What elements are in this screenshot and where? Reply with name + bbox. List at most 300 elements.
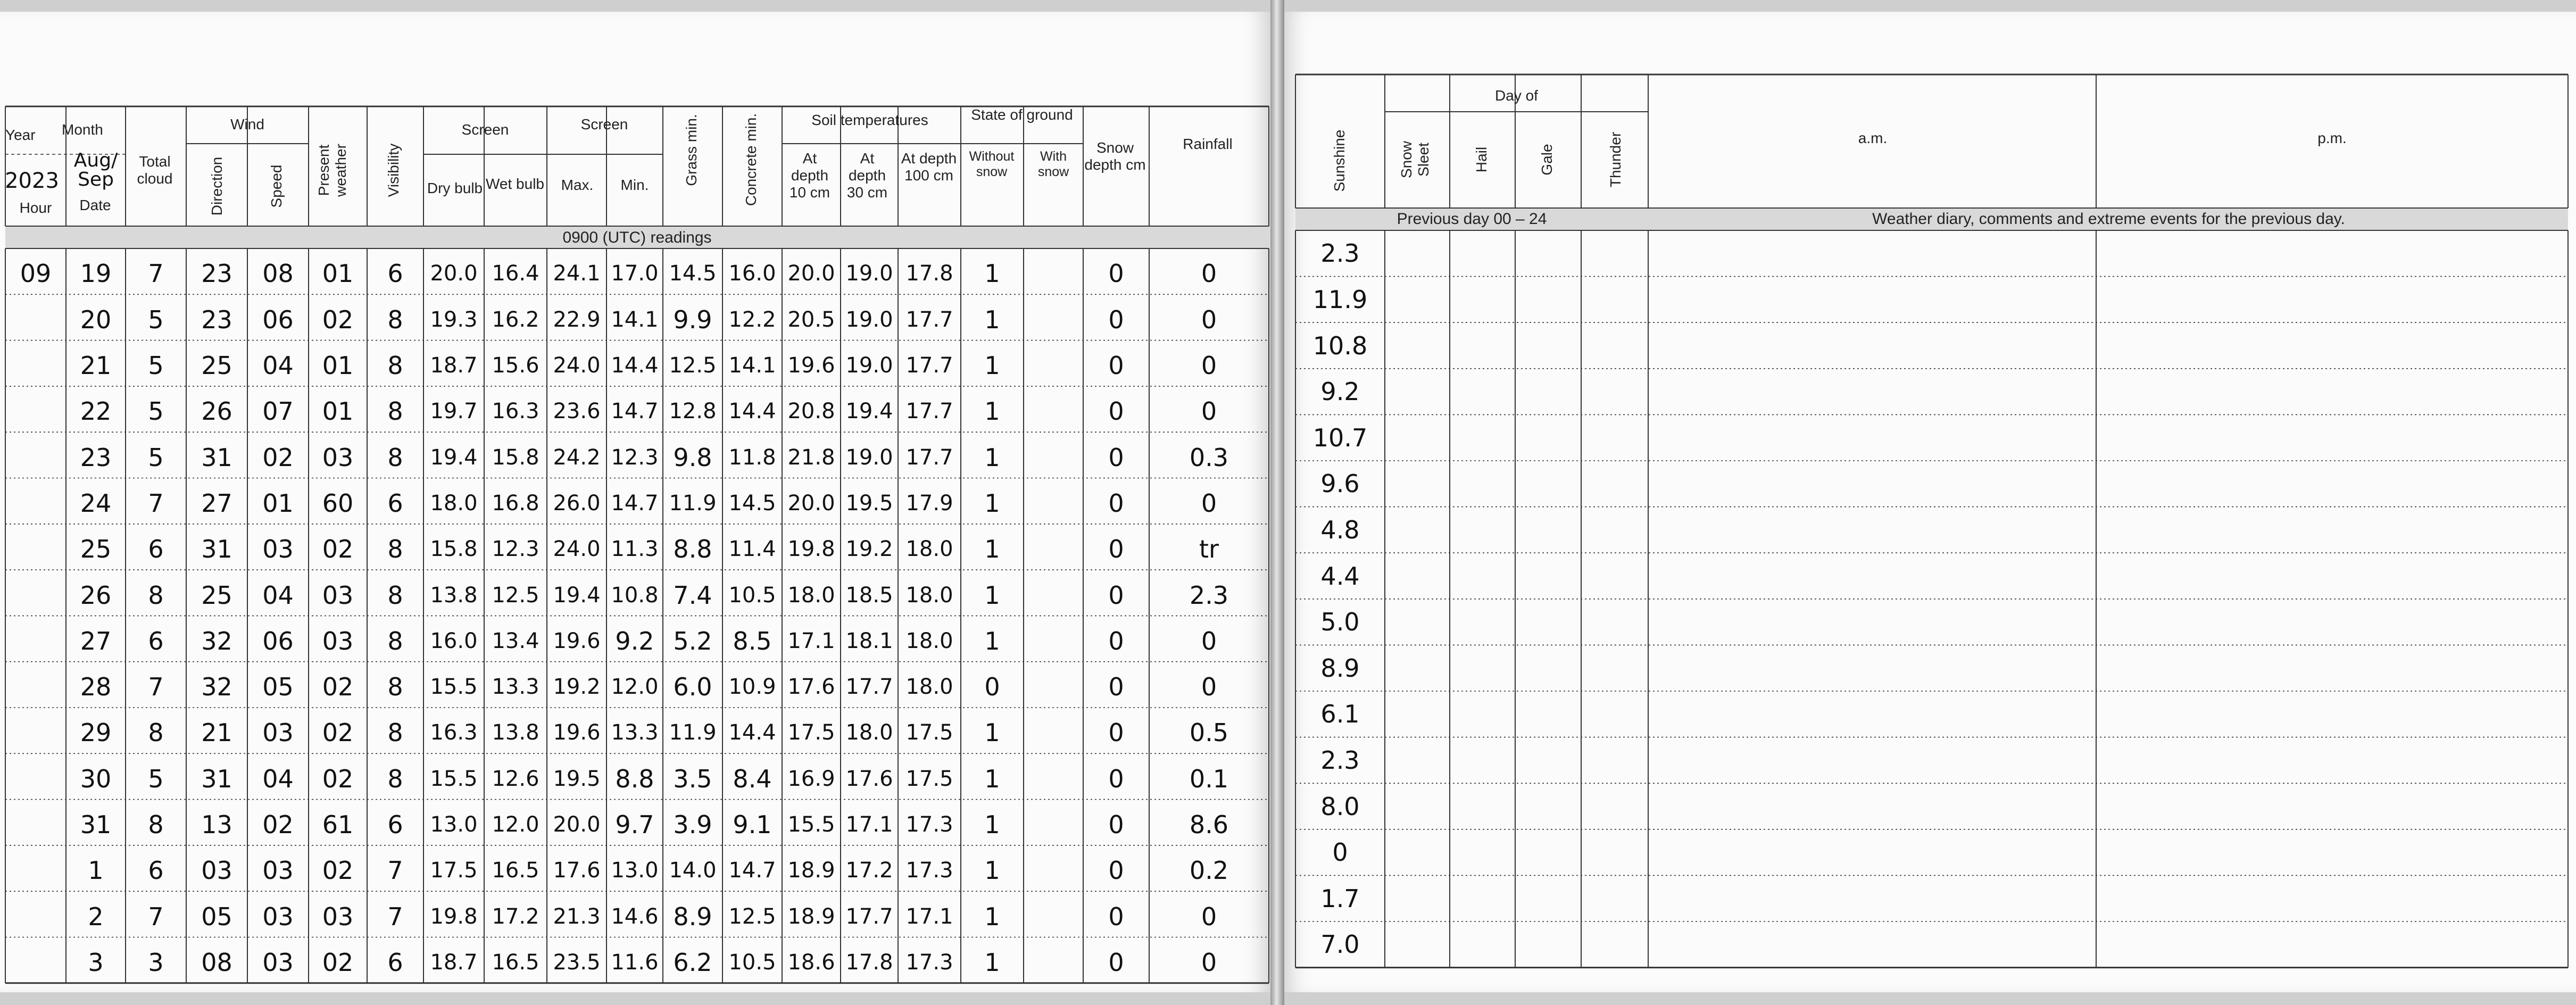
present-weather-value: 03 [322, 626, 354, 655]
screen-min-value: 9.2 [615, 626, 654, 655]
dry-bulb-value: 13.0 [430, 812, 478, 837]
header-thunder: Thunder [1607, 131, 1624, 188]
total-cloud-value: 5 [148, 443, 164, 472]
screen-max-value: 22.9 [553, 307, 601, 332]
visibility-value: 8 [387, 305, 403, 334]
snow-depth-value: 0 [1108, 902, 1124, 931]
visibility-value: 8 [387, 718, 403, 747]
date-value: 20 [80, 305, 112, 334]
rainfall-value: 0.5 [1189, 718, 1229, 747]
wind-direction-value: 08 [201, 948, 232, 977]
wind-speed-value: 02 [262, 810, 294, 840]
soil-10cm-value: 17.1 [787, 628, 835, 653]
total-cloud-value: 5 [148, 397, 164, 426]
header-sunshine: Sunshine [1331, 129, 1348, 192]
grass-min-value: 7.4 [673, 580, 712, 610]
screen-max-value: 19.5 [553, 766, 601, 791]
rainfall-value: 0 [1201, 948, 1217, 977]
screen-max-value: 23.5 [553, 950, 601, 975]
total-cloud-value: 8 [148, 580, 164, 610]
soil-100cm-value: 17.1 [905, 904, 953, 929]
ground-without-snow-value: 1 [984, 488, 1000, 518]
soil-10cm-value: 19.6 [787, 353, 835, 378]
soil-30cm-value: 18.1 [845, 628, 893, 653]
sunshine-value: 4.4 [1320, 561, 1360, 591]
dry-bulb-value: 15.5 [430, 675, 478, 700]
header-depth-10: At depth 10 cm [789, 150, 830, 201]
soil-10cm-value: 15.5 [787, 812, 835, 837]
ground-without-snow-value: 1 [984, 718, 1000, 747]
sunshine-value: 7.0 [1320, 930, 1360, 959]
rainfall-value: 0 [1201, 488, 1217, 518]
concrete-min-value: 10.5 [728, 950, 776, 975]
visibility-value: 6 [387, 948, 403, 977]
soil-100cm-value: 17.7 [905, 353, 953, 378]
screen-max-value: 24.0 [553, 537, 601, 562]
soil-30cm-value: 17.8 [845, 950, 893, 975]
wet-bulb-value: 15.6 [492, 353, 539, 378]
date-value: 26 [80, 580, 112, 610]
total-cloud-value: 6 [148, 856, 164, 885]
rainfall-value: 0 [1201, 626, 1217, 655]
date-value: 29 [80, 718, 112, 747]
wind-direction-value: 31 [201, 764, 232, 793]
concrete-min-value: 8.4 [733, 764, 772, 793]
sunshine-value: 10.8 [1312, 331, 1368, 360]
concrete-min-value: 10.9 [728, 675, 776, 700]
ground-without-snow-value: 1 [984, 259, 1000, 288]
sunshine-value: 0 [1332, 838, 1348, 867]
visibility-value: 8 [387, 397, 403, 426]
header-without-snow: Without snow [969, 149, 1015, 179]
wind-speed-value: 06 [262, 305, 294, 334]
header-grass-min: Grass min. [683, 114, 700, 186]
ground-without-snow-value: 1 [984, 580, 1000, 610]
header-rainfall: Rainfall [1183, 136, 1233, 152]
screen-min-value: 14.7 [611, 491, 659, 516]
soil-100cm-value: 18.0 [905, 628, 953, 653]
concrete-min-value: 12.2 [728, 307, 776, 332]
rainfall-value: 0 [1201, 305, 1217, 334]
wind-direction-value: 25 [201, 351, 232, 380]
total-cloud-value: 5 [148, 764, 164, 793]
soil-100cm-value: 17.3 [905, 858, 953, 883]
soil-30cm-value: 19.0 [845, 307, 893, 332]
wind-direction-value: 21 [201, 718, 232, 747]
dry-bulb-value: 19.3 [430, 307, 478, 332]
concrete-min-value: 12.5 [728, 904, 776, 929]
dry-bulb-value: 15.5 [430, 766, 478, 791]
grass-min-value: 5.2 [673, 626, 712, 655]
wind-speed-value: 01 [262, 488, 294, 518]
screen-max-value: 19.2 [553, 675, 601, 700]
header-year: Year [5, 127, 36, 143]
sunshine-value: 8.9 [1320, 653, 1360, 683]
date-value: 23 [80, 443, 112, 472]
screen-max-value: 19.4 [553, 583, 601, 608]
snow-depth-value: 0 [1108, 488, 1124, 518]
wet-bulb-value: 12.6 [492, 766, 539, 791]
header-state-of-ground: State of ground [971, 106, 1073, 123]
ground-without-snow-value: 1 [984, 810, 1000, 840]
dry-bulb-value: 13.8 [430, 583, 478, 608]
snow-depth-value: 0 [1108, 397, 1124, 426]
grass-min-value: 12.8 [669, 399, 717, 424]
handwritten-month: Aug/ Sep [73, 149, 118, 190]
present-weather-value: 01 [322, 397, 354, 426]
dry-bulb-value: 19.7 [430, 399, 478, 424]
soil-30cm-value: 18.5 [845, 583, 893, 608]
wind-direction-value: 26 [201, 397, 232, 426]
soil-30cm-value: 19.0 [845, 261, 893, 286]
soil-10cm-value: 18.9 [787, 904, 835, 929]
grass-min-value: 6.0 [673, 672, 712, 702]
soil-10cm-value: 18.0 [787, 583, 835, 608]
rainfall-value: 0 [1201, 672, 1217, 702]
dry-bulb-value: 16.3 [430, 720, 478, 745]
soil-10cm-value: 19.8 [787, 537, 835, 562]
sunshine-value: 11.9 [1312, 285, 1368, 314]
wet-bulb-value: 12.5 [492, 583, 539, 608]
header-speed: Speed [268, 164, 285, 208]
grass-min-value: 8.9 [673, 902, 712, 931]
diary-label: Weather diary, comments and extreme events for the previous day. [1872, 210, 2345, 228]
header-max: Max. [561, 177, 594, 193]
rainfall-value: 0.2 [1189, 856, 1229, 885]
dry-bulb-value: 18.7 [430, 353, 478, 378]
rainfall-value: 0 [1201, 259, 1217, 288]
present-weather-value: 03 [322, 902, 354, 931]
screen-max-value: 26.0 [553, 491, 601, 516]
soil-10cm-value: 17.6 [787, 675, 835, 700]
rainfall-value: 0 [1201, 902, 1217, 931]
ground-without-snow-value: 1 [984, 351, 1000, 380]
handwritten-year: 2023 [5, 169, 59, 193]
screen-max-value: 24.1 [553, 261, 601, 286]
soil-30cm-value: 17.1 [845, 812, 893, 837]
present-weather-value: 01 [322, 259, 354, 288]
date-value: 22 [80, 397, 112, 426]
present-weather-value: 02 [322, 718, 354, 747]
concrete-min-value: 14.5 [728, 491, 776, 516]
snow-depth-value: 0 [1108, 351, 1124, 380]
header-wind: Wind [230, 116, 264, 132]
soil-100cm-value: 18.0 [905, 583, 953, 608]
concrete-min-value: 8.5 [733, 626, 772, 655]
wet-bulb-value: 15.8 [492, 445, 539, 470]
header-total-cloud: Total cloud [137, 153, 173, 187]
wind-direction-value: 05 [201, 902, 232, 931]
grass-min-value: 3.5 [673, 764, 712, 793]
wind-direction-value: 31 [201, 535, 232, 564]
soil-10cm-value: 20.0 [787, 261, 835, 286]
screen-max-value: 24.2 [553, 445, 601, 470]
snow-depth-value: 0 [1108, 718, 1124, 747]
screen-max-value: 20.0 [553, 812, 601, 837]
header-am: a.m. [1858, 130, 1888, 146]
dry-bulb-value: 20.0 [430, 261, 478, 286]
visibility-value: 8 [387, 764, 403, 793]
header-gale: Gale [1539, 144, 1555, 176]
total-cloud-value: 7 [148, 672, 164, 702]
total-cloud-value: 3 [148, 948, 164, 977]
soil-30cm-value: 19.4 [845, 399, 893, 424]
snow-depth-value: 0 [1108, 948, 1124, 977]
wind-speed-value: 06 [262, 626, 294, 655]
present-weather-value: 02 [322, 764, 354, 793]
ground-without-snow-value: 1 [984, 856, 1000, 885]
total-cloud-value: 5 [148, 351, 164, 380]
grass-min-value: 11.9 [669, 720, 717, 745]
sunshine-value: 6.1 [1320, 700, 1360, 729]
readings-label: 0900 (UTC) readings [562, 229, 712, 246]
date-value: 3 [88, 948, 104, 977]
screen-max-value: 24.0 [553, 353, 601, 378]
wet-bulb-value: 16.5 [492, 858, 539, 883]
total-cloud-value: 7 [148, 488, 164, 518]
screen-min-value: 8.8 [615, 764, 654, 793]
concrete-min-value: 16.0 [728, 261, 776, 286]
rainfall-value: 0 [1201, 351, 1217, 380]
soil-30cm-value: 19.0 [845, 353, 893, 378]
wind-speed-value: 03 [262, 535, 294, 564]
visibility-value: 8 [387, 672, 403, 702]
grass-min-value: 9.9 [673, 305, 712, 334]
soil-30cm-value: 18.0 [845, 720, 893, 745]
wet-bulb-value: 12.0 [492, 812, 539, 837]
soil-10cm-value: 17.5 [787, 720, 835, 745]
total-cloud-value: 7 [148, 902, 164, 931]
wind-speed-value: 03 [262, 902, 294, 931]
date-value: 28 [80, 672, 112, 702]
wind-speed-value: 02 [262, 443, 294, 472]
header-day-of: Day of [1495, 87, 1538, 104]
present-weather-value: 03 [322, 443, 354, 472]
snow-depth-value: 0 [1108, 856, 1124, 885]
sunshine-value: 1.7 [1320, 884, 1360, 913]
wind-direction-value: 32 [201, 626, 232, 655]
concrete-min-value: 11.8 [728, 445, 776, 470]
concrete-min-value: 14.7 [728, 858, 776, 883]
soil-100cm-value: 17.5 [905, 720, 953, 745]
header-present-weather: Present weather [315, 144, 349, 197]
wind-direction-value: 23 [201, 259, 232, 288]
date-value: 19 [80, 259, 112, 288]
visibility-value: 8 [387, 626, 403, 655]
soil-10cm-value: 20.0 [787, 491, 835, 516]
rainfall-value: 0 [1201, 397, 1217, 426]
dry-bulb-value: 15.8 [430, 537, 478, 562]
ground-without-snow-value: 1 [984, 764, 1000, 793]
wet-bulb-value: 16.8 [492, 491, 539, 516]
sunshine-value: 9.6 [1320, 469, 1360, 499]
present-weather-value: 61 [322, 810, 354, 840]
snow-depth-value: 0 [1108, 580, 1124, 610]
wet-bulb-value: 17.2 [492, 904, 539, 929]
grass-min-value: 14.0 [669, 858, 717, 883]
sunshine-value: 2.3 [1320, 745, 1360, 775]
dry-bulb-value: 16.0 [430, 628, 478, 653]
soil-10cm-value: 21.8 [787, 445, 835, 470]
soil-10cm-value: 16.9 [787, 766, 835, 791]
screen-min-value: 14.1 [611, 307, 659, 332]
grass-min-value: 11.9 [669, 491, 717, 516]
wet-bulb-value: 16.3 [492, 399, 539, 424]
grass-min-value: 6.2 [673, 948, 712, 977]
grass-min-value: 14.5 [669, 261, 717, 286]
wind-direction-value: 13 [201, 810, 232, 840]
visibility-value: 8 [387, 443, 403, 472]
wind-direction-value: 31 [201, 443, 232, 472]
grass-min-value: 3.9 [673, 810, 712, 840]
screen-min-value: 11.3 [611, 537, 659, 562]
visibility-value: 8 [387, 580, 403, 610]
visibility-value: 6 [387, 259, 403, 288]
total-cloud-value: 7 [148, 259, 164, 288]
present-weather-value: 02 [322, 856, 354, 885]
wind-direction-value: 32 [201, 672, 232, 702]
date-value: 27 [80, 626, 112, 655]
visibility-value: 6 [387, 488, 403, 518]
date-value: 2 [88, 902, 104, 931]
sunshine-value: 2.3 [1320, 239, 1360, 268]
sunshine-value: 10.7 [1312, 423, 1368, 452]
present-weather-value: 02 [322, 535, 354, 564]
present-weather-value: 03 [322, 580, 354, 610]
wind-speed-value: 03 [262, 948, 294, 977]
wet-bulb-value: 16.4 [492, 261, 539, 286]
header-snow-depth: Snow depth cm [1084, 139, 1146, 173]
header-direction: Direction [209, 156, 225, 216]
present-weather-value: 60 [322, 488, 354, 518]
soil-100cm-value: 17.3 [905, 812, 953, 837]
screen-max-value: 23.6 [553, 399, 601, 424]
visibility-value: 8 [387, 351, 403, 380]
visibility-value: 7 [387, 856, 403, 885]
snow-depth-value: 0 [1108, 626, 1124, 655]
header-hail: Hail [1473, 146, 1490, 173]
wind-direction-value: 23 [201, 305, 232, 334]
header-dry-bulb: Dry bulb [427, 180, 483, 196]
snow-depth-value: 0 [1108, 305, 1124, 334]
concrete-min-value: 10.5 [728, 583, 776, 608]
snow-depth-value: 0 [1108, 259, 1124, 288]
soil-10cm-value: 18.9 [787, 858, 835, 883]
wind-speed-value: 07 [262, 397, 294, 426]
wind-speed-value: 03 [262, 718, 294, 747]
dry-bulb-value: 18.0 [430, 491, 478, 516]
previous-day-label: Previous day 00 – 24 [1397, 210, 1547, 228]
total-cloud-value: 6 [148, 626, 164, 655]
wet-bulb-value: 13.3 [492, 675, 539, 700]
date-value: 30 [80, 764, 112, 793]
visibility-value: 7 [387, 902, 403, 931]
wind-speed-value: 04 [262, 764, 294, 793]
screen-min-value: 14.6 [611, 904, 659, 929]
sunshine-value: 8.0 [1320, 792, 1360, 821]
date-value: 31 [80, 810, 112, 840]
header-depth-100: At depth 100 cm [901, 150, 957, 184]
soil-30cm-value: 17.6 [845, 766, 893, 791]
grass-min-value: 9.8 [673, 443, 712, 472]
total-cloud-value: 5 [148, 305, 164, 334]
soil-10cm-value: 20.5 [787, 307, 835, 332]
screen-max-value: 19.6 [553, 720, 601, 745]
soil-100cm-value: 17.5 [905, 766, 953, 791]
present-weather-value: 02 [322, 305, 354, 334]
wind-speed-value: 05 [262, 672, 294, 702]
snow-depth-value: 0 [1108, 672, 1124, 702]
wet-bulb-value: 16.2 [492, 307, 539, 332]
soil-100cm-value: 18.0 [905, 675, 953, 700]
concrete-min-value: 11.4 [728, 537, 776, 562]
sunshine-value: 4.8 [1320, 515, 1360, 544]
rainfall-value: 8.6 [1189, 810, 1229, 840]
soil-30cm-value: 19.0 [845, 445, 893, 470]
wind-direction-value: 03 [201, 856, 232, 885]
date-value: 25 [80, 535, 112, 564]
present-weather-value: 02 [322, 672, 354, 702]
soil-100cm-value: 18.0 [905, 537, 953, 562]
header-screen-1: Screen [461, 121, 509, 138]
header-soil-temperatures: Soil temperatures [811, 112, 928, 128]
wind-speed-value: 08 [262, 259, 294, 288]
ground-without-snow-value: 1 [984, 626, 1000, 655]
wet-bulb-value: 13.4 [492, 628, 539, 653]
ground-without-snow-value: 0 [984, 672, 1000, 702]
header-hour: Hour [19, 200, 52, 216]
soil-100cm-value: 17.7 [905, 307, 953, 332]
screen-min-value: 14.4 [611, 353, 659, 378]
soil-100cm-value: 17.7 [905, 445, 953, 470]
soil-100cm-value: 17.8 [905, 261, 953, 286]
dry-bulb-value: 17.5 [430, 858, 478, 883]
sunshine-value: 9.2 [1320, 377, 1360, 406]
header-visibility: Visibility [385, 143, 402, 197]
grass-min-value: 12.5 [669, 353, 717, 378]
header-with-snow: With snow [1037, 149, 1069, 179]
wind-speed-value: 04 [262, 351, 294, 380]
rainfall-value: 0.3 [1189, 443, 1229, 472]
ground-without-snow-value: 1 [984, 397, 1000, 426]
wind-direction-value: 27 [201, 488, 232, 518]
screen-min-value: 12.0 [611, 675, 659, 700]
concrete-min-value: 9.1 [733, 810, 772, 840]
soil-30cm-value: 17.2 [845, 858, 893, 883]
screen-max-value: 19.6 [553, 628, 601, 653]
total-cloud-value: 8 [148, 718, 164, 747]
present-weather-value: 02 [322, 948, 354, 977]
present-weather-value: 01 [322, 351, 354, 380]
date-value: 1 [88, 856, 104, 885]
soil-100cm-value: 17.9 [905, 491, 953, 516]
soil-30cm-value: 19.2 [845, 537, 893, 562]
wet-bulb-value: 12.3 [492, 537, 539, 562]
soil-100cm-value: 17.7 [905, 399, 953, 424]
snow-depth-value: 0 [1108, 535, 1124, 564]
wet-bulb-value: 13.8 [492, 720, 539, 745]
screen-min-value: 17.0 [611, 261, 659, 286]
snow-depth-value: 0 [1108, 443, 1124, 472]
visibility-value: 6 [387, 810, 403, 840]
grass-min-value: 8.8 [673, 535, 712, 564]
total-cloud-value: 8 [148, 810, 164, 840]
concrete-min-value: 14.4 [728, 399, 776, 424]
ground-without-snow-value: 1 [984, 948, 1000, 977]
screen-max-value: 21.3 [553, 904, 601, 929]
screen-min-value: 11.6 [611, 950, 659, 975]
total-cloud-value: 6 [148, 535, 164, 564]
